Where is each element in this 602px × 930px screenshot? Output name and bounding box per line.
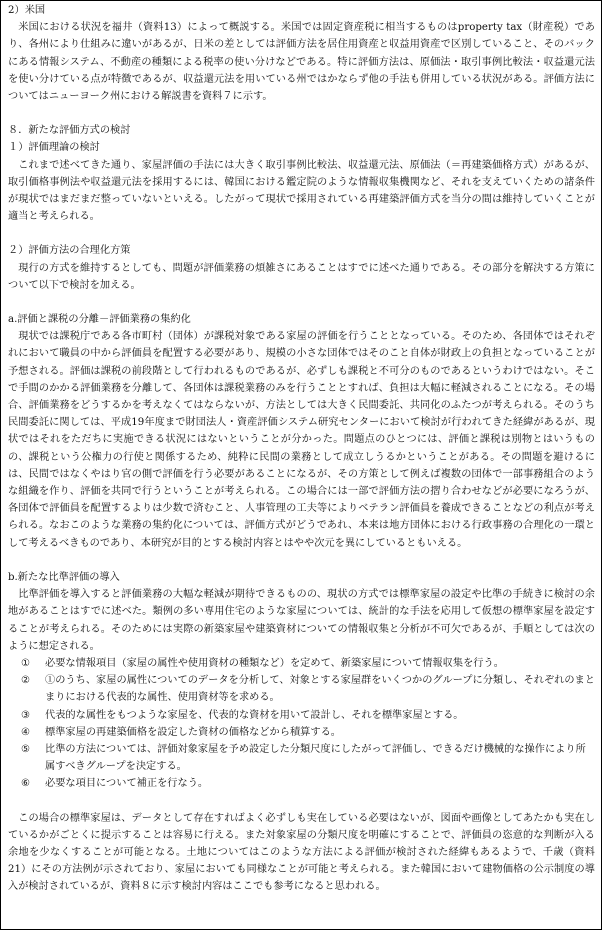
spacer xyxy=(8,552,595,569)
section-heading-8: ８．新たな評価方式の検討 xyxy=(8,125,131,137)
list-number: ⑥ xyxy=(21,778,31,790)
list-item xyxy=(8,775,595,792)
paragraph-b: 比準評価を導入すると評価業務の大幅な軽減が期待できるものの、現状の方式では標準家屋の設定や比準の手続きに検討の余地があることはすでに述べた。類例の多い専用住宅のような家屋については、統計的な手法を応用して仮想の標準家屋を設定することが考えられる。そのためには実際の新築家屋や建築資材についての情報収集と分析が不可欠であるが、手順としては次のように想定される。 xyxy=(8,589,595,652)
list-text: 代表的な属性をもつような家屋を、代表的な資材を用いて設計し、それを標準家屋とする。 xyxy=(45,709,464,721)
subheading-b: b.新たな比準評価の導入 xyxy=(8,571,120,583)
list-text: ①のうち、家屋の属性についてのデータを分析して、対象とする家屋群をいくつかのグループに分類し、それぞれのまとまりにおける代表的な属性、使用資材等を求める。 xyxy=(45,675,595,704)
list-number: ① xyxy=(21,657,31,669)
spacer xyxy=(8,105,595,122)
section-heading-us: 2）米国 xyxy=(8,5,46,16)
subheading-a: a.評価と課税の分離－評価業務の集約化 xyxy=(8,314,191,326)
paragraph-rationalization: 現行の方式を維持するとしても、問題が評価業務の煩雑さにあることはすでに述べた通りである。その部分を解決する方策について以下で検討を加える。 xyxy=(8,262,595,291)
list-number: ⑤ xyxy=(21,743,31,755)
list-number: ④ xyxy=(21,726,31,738)
list-item xyxy=(8,724,595,741)
list-item xyxy=(8,707,595,724)
spacer xyxy=(8,294,595,311)
spacer xyxy=(8,225,595,242)
paragraph-theory: これまで述べてきた通り、家屋評価の手法には大きく取引事例比較法、収益還元法、原価法（＝再建築価格方式）があるが、取引価格事例法や収益還元法を採用するには、韓国における鑑定院のような情報収集機関など、それを支えていくための諸条件が現状ではまだまだ整っていないといえる。したがって現状で採用されている再建築評価方式を当分の間は維持していくことが適当と考えられる。 xyxy=(8,159,595,223)
list-number: ② xyxy=(21,675,31,687)
spacer xyxy=(8,793,595,810)
paragraph-us: 米国における状況を福井（資料13）によって概説する。米国では固定資産税に相当するものはproperty tax（財産税）であり、各州により仕組みに違いがあるが、日米の差としては評価方法を居住用資産と収益用資産で区別していること、そのバックにある情報システム、不動産の種類による税率の使い分けなどである。特に評価方法は、原価法・取引事例比較法・収益還元法を使い分けている点が特徴であるが、収益還元法を用いている州ではかならず他の手法も併用している状況がある。評価方法についてはニューヨーク州における解説書を資料７に示す。 xyxy=(8,22,595,103)
list-number: ③ xyxy=(21,709,31,721)
list-item xyxy=(8,655,595,672)
list-text: 必要な情報項目（家屋の属性や使用資材の種類など）を定めて、新築家屋について情報収集を行う。 xyxy=(45,657,504,669)
list-item xyxy=(8,741,595,775)
paragraph-a: 現状では課税庁である各市町村（団体）が課税対象である家屋の評価を行うこととなっている。そのため、各団体ではそれぞれにおいて職員の中から評価員を配置する必要があり、規模の小さな団体ではそのこと自体が財政上の負担となっていることが予想される。評価は課税の前段階として行われるものであるが、必ずしも課税と不可分のものであるというわけではない。そこで手間のかかる評価業務を分離して、各団体は課税業務のみを行うこととすれば、負担は大幅に軽減されることになる。その場合、評価業務をどうするかを考えなくてはならないが、方法としては大きく民間委託、共同化のふたつが考えられる。そのうち民間委託に関しては、平成19年度まで財団法人・資産評価システム研究センターにおいて検討が行われてきた経緯があるが、現状ではそれをただちに実施できる状況にはないということが分かった。問題点のひとつには、評価と課税は別物とはいうものの、課税という公権力の行使と関係するため、純粋に民間の業務として成立しうるかということがある。その問題を避けるには、民間ではなくやはり官の側で評価を行う必要があることになるが、その方策として例えば複数の団体で一部事務組合のような組織を作り、評価を共同で行うということが考えられる。この場合には一部で評価方法の摺り合わせなどが必要になろうが、各団体で評価員を配置するよりは少数で済むこと、人事管理の工夫等によりベテラン評価員を養成できることなどの利点が考えられる。なおこのような業務の集約化については、評価方式がどうであれ、本来は地方団体における行政事務の合理化の一環として考えるべきものであり、本研究が目的とする検討内容とはやや次元を異にしているともいえる。 xyxy=(8,331,595,549)
list-text: 必要な項目について補正を行なう。 xyxy=(45,778,209,790)
list-text: 比準の方法については、評価対象家屋を予め設定した分類尺度にしたがって評価し、できるだけ機械的な操作により所属すべきグループを決定する。 xyxy=(45,743,586,773)
subheading-rationalization: ２）評価方法の合理化方策 xyxy=(8,245,131,257)
procedure-list xyxy=(8,655,595,793)
paragraph-closing: この場合の標準家屋は、データとして存在すればよく必ずしも実在している必要はないが、図面や画像としてあたかも実在しているかがごとくに提示することは容易に行える。また対象家屋の分類尺度を明確にすることで、評価員の恣意的な判断が入る余地を少なくすることが可能となる。土地についてはこのような方法による評価が検討された経緯もあるようで、千歳（資料21）にその方法例が示されており、家屋においても同様なことが可能と考えられる。また韓国において建物価格の公示制度の導入が検討されているが、資料８に示す検討内容はここでも参考になると思われる。 xyxy=(8,812,595,893)
list-text: 標準家屋の再建築価格を設定した資材の価格などから積算する。 xyxy=(45,726,342,738)
subheading-theory: １）評価理論の検討 xyxy=(8,142,100,154)
list-item xyxy=(8,672,595,706)
